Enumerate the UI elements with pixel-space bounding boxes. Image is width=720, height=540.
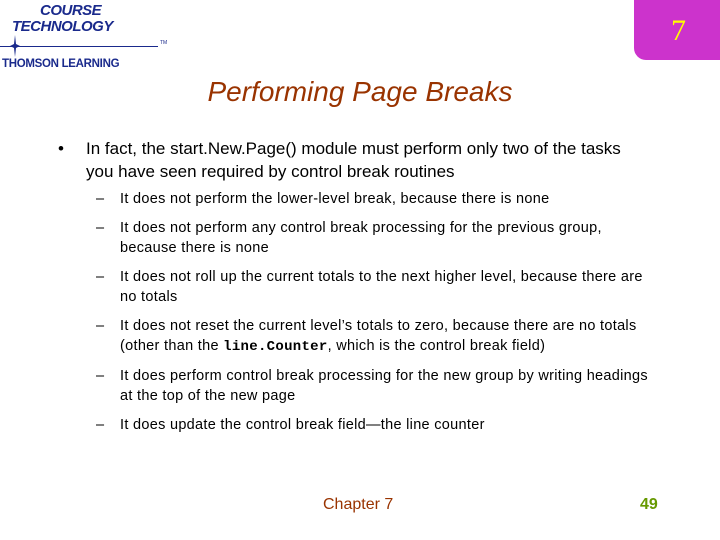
logo-star-icon [10, 35, 20, 57]
list-item-text: It does not perform any control break processing for the previous group, because there is none [120, 220, 602, 256]
dash-marker: – [96, 417, 105, 433]
logo-line-thomson: THOMSON LEARNING [2, 58, 120, 70]
code-line-counter: line.Counter [223, 339, 328, 355]
list-item-text: It does not roll up the current totals to the next higher level, because there are no totals [120, 269, 643, 305]
list-item-text: It does perform control break processing for the new group by writing headings at the top of the new page [120, 368, 648, 404]
list-item-text [120, 316, 660, 357]
logo-line-course: COURSE [40, 2, 102, 19]
publisher-logo [0, 0, 180, 78]
list-item-text-before: It does not reset the current level’s totals to zero, because there are no totals (other than the [120, 318, 637, 354]
dash-marker: – [96, 220, 105, 236]
slide-number-tab [634, 0, 720, 60]
dash-marker: – [96, 368, 105, 384]
footer-page-number: 49 [640, 496, 658, 513]
slide-number: 7 [671, 14, 686, 47]
list-item-text-after: , which is the control break field) [327, 338, 546, 354]
list-item [96, 316, 668, 357]
main-bullet [58, 137, 668, 183]
list-item [96, 189, 668, 209]
list-item [96, 218, 668, 258]
dash-marker: – [96, 269, 105, 285]
logo-line-technology: TECHNOLOGY [12, 18, 113, 35]
list-item [96, 366, 668, 406]
slide-title [0, 76, 720, 108]
logo-rule [0, 46, 158, 47]
list-item-text: It does not perform the lower-level break, because there is none [120, 191, 550, 207]
main-bullet-text: In fact, the start.New.Page() module must perform only two of the tasks you have seen required by control break routines [86, 139, 621, 181]
bullet-marker: • [58, 139, 64, 158]
slide-title-text: Performing Page Breaks [207, 76, 513, 107]
footer-chapter: Chapter 7 [323, 496, 394, 513]
sub-bullet-list [96, 189, 668, 435]
dash-marker: – [96, 191, 105, 207]
dash-marker: – [96, 318, 105, 334]
list-item-text: It does update the control break field—the line counter [120, 417, 485, 433]
logo-trademark: TM [160, 40, 168, 46]
list-item [96, 267, 668, 307]
slide-content [58, 137, 668, 444]
list-item [96, 415, 668, 435]
